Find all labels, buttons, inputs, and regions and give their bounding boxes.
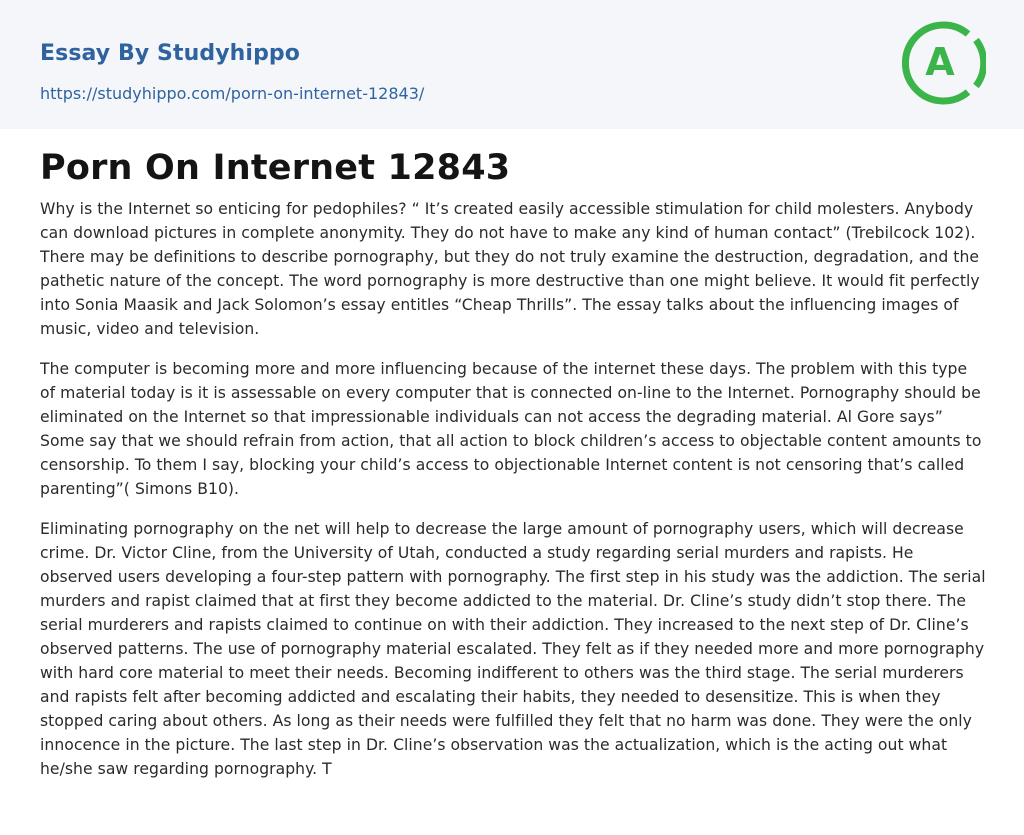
page-url-link[interactable]: https://studyhippo.com/porn-on-internet-12843/ (40, 84, 425, 103)
page-title: Porn On Internet 12843 (40, 148, 511, 188)
article (0, 129, 1024, 781)
paragraph-1: Why is the Internet so enticing for pedophiles? “ It’s created easily accessible stimulation for child molesters. Anybody can download pictures in complete anonymity. They do not have to make any kind of human contact” (Trebilcock 102). There may be definitions to describe pornography, but they do not truly examine the destruction, degradation, and the pathetic nature of the concept. The word pornography is more destructive than one might believe. It would fit perfectly into Sonia Maasik and Jack Solomon’s essay entitles “Cheap Thrills”. The essay talks about the influencing images of music, video and television. (40, 200, 980, 338)
site-header (0, 0, 1024, 129)
site-brand[interactable]: Essay By Studyhippo (40, 41, 300, 66)
paragraph-2: The computer is becoming more and more influencing because of the internet these days. The problem with this type of material today is it is assessable on every computer that is connected on-line to the Internet. Pornography should be eliminated on the Internet so that impressionable individuals can not access the degrading material. Al Gore says” Some say that we should refrain from action, that all action to block children’s access to objectable content amounts to censorship. To them I say, blocking your child’s access to objectionable Internet content is not censoring that’s called parenting”( Simons B10). (40, 360, 982, 498)
logo-letter: A (925, 40, 955, 84)
paragraph-3: Eliminating pornography on the net will help to decrease the large amount of pornography users, which will decrease crime. Dr. Victor Cline, from the University of Utah, conducted a study regarding serial murders and rapists. He observed users developing a four-step pattern with pornography. The first step in his study was the addiction. The serial murders and rapist claimed that at first they become addicted to the material. Dr. Cline’s study didn’t stop there. The serial murderers and rapists claimed to continue on with their addiction. They increased to the next step of Dr. Cline’s observed patterns. The use of pornography material escalated. They felt as if they needed more and more pornography with hard core material to meet their needs. Becoming indifferent to others was the third stage. The serial murderers and rapists felt after becoming addicted and escalating their habits, they needed to desensitize. This is when they stopped caring about others. As long as their needs were fulfilled they felt that no harm was done. They were the only innocence in the picture. The last step in Dr. Cline’s observation was the actualization, which is the acting out what he/she saw regarding pornography. T (40, 520, 986, 778)
studyhippo-logo-icon[interactable] (898, 20, 986, 106)
